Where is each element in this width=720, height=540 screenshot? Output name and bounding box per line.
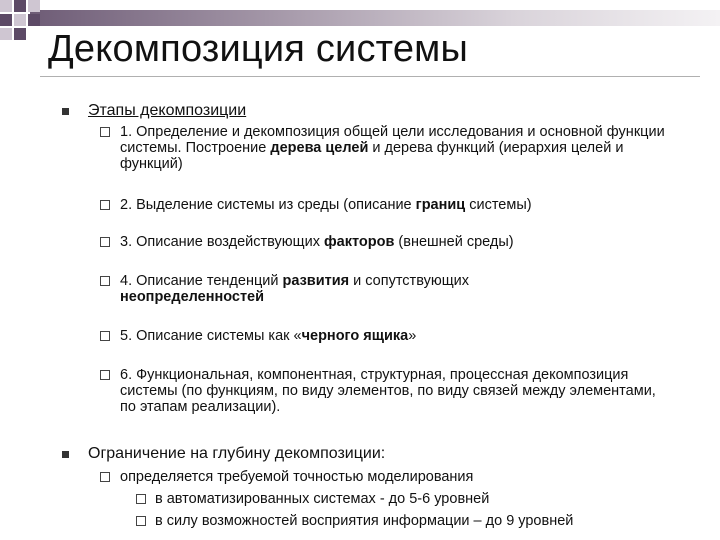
checkbox-bullet-icon bbox=[136, 516, 146, 526]
stage-item-4: 4. Описание тенденций развития и сопутствующих неопределенностей bbox=[120, 273, 469, 305]
stage-item-5: 5. Описание системы как «черного ящика» bbox=[120, 328, 417, 344]
depth-subitem-2: в силу возможностей восприятия информации – до 9 уровней bbox=[155, 513, 574, 529]
checkbox-bullet-icon bbox=[100, 127, 110, 137]
stage-item-6: 6. Функциональная, компонентная, структурная, процессная декомпозиция системы (по функциям, по виду элементов, по виду связей между элементами, по этапам реализации). bbox=[120, 367, 656, 415]
square-bullet-icon bbox=[62, 108, 69, 115]
section-heading-depth: Ограничение на глубину декомпозиции: bbox=[88, 445, 386, 462]
checkbox-bullet-icon bbox=[100, 331, 110, 341]
checkbox-bullet-icon bbox=[136, 494, 146, 504]
stage-item-3: 3. Описание воздействующих факторов (внешней среды) bbox=[120, 234, 514, 250]
checkbox-bullet-icon bbox=[100, 200, 110, 210]
depth-item: определяется требуемой точностью моделирования bbox=[120, 469, 474, 485]
checkbox-bullet-icon bbox=[100, 472, 110, 482]
depth-subitem-1: в автоматизированных системах - до 5-6 уровней bbox=[155, 491, 490, 507]
stage-item-2: 2. Выделение системы из среды (описание границ системы) bbox=[120, 197, 532, 213]
checkbox-bullet-icon bbox=[100, 370, 110, 380]
stage-item-1: 1. Определение и декомпозиция общей цели исследования и основной функции системы. Построение дерева целей и дерева функций (иерархия целей и функций) bbox=[120, 124, 665, 172]
checkbox-bullet-icon bbox=[100, 237, 110, 247]
checkbox-bullet-icon bbox=[100, 276, 110, 286]
square-bullet-icon bbox=[62, 451, 69, 458]
section-heading-stages: Этапы декомпозиции bbox=[88, 102, 247, 119]
slide-title: Декомпозиция системы bbox=[48, 28, 469, 70]
